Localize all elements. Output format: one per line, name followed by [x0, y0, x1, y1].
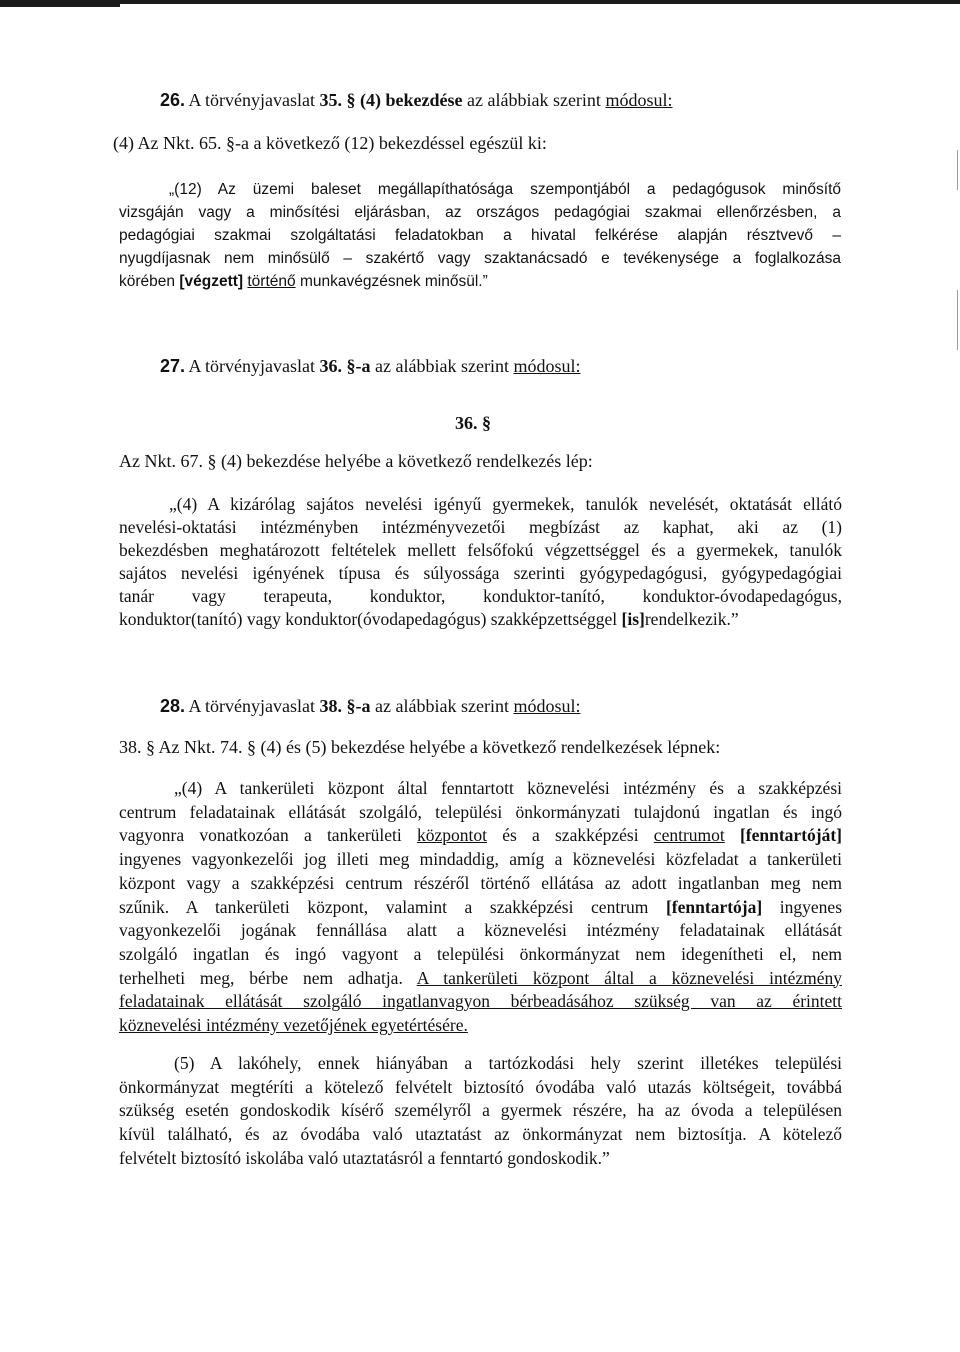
text-span: ingyenes	[779, 896, 843, 917]
text-line: bekezdésben meghatározott feltételek mellett felsőfokú végzettséggel és a gyermekek, tanulók	[119, 540, 842, 560]
text-line: tanár vagy terapeuta, konduktor, konduktor-tanító, konduktor-óvodapedagógus,	[119, 586, 842, 606]
text-line: centrum feladatainak ellátását szolgáló, települési önkormányzati tulajdonú ingatlan és ingó	[119, 801, 842, 822]
scan-top-border	[0, 0, 960, 4]
s27-number: 27.	[160, 356, 186, 376]
text-line: felvételt biztosító iskolába való utaztatásról a fenntartó gondoskodik.”	[119, 1147, 610, 1168]
inserted-text: centrumot	[653, 825, 725, 846]
inserted-text: A tankerületi központ által a köznevelési intézmény	[416, 967, 842, 988]
s26-heading	[160, 90, 672, 111]
text-span: konduktor(tanító) vagy konduktor(óvodapedagógus) szakképzettséggel	[119, 609, 618, 629]
s26-post: az alábbiak szerint	[467, 90, 601, 110]
deleted-text: [végzett]	[179, 273, 244, 290]
text-line: szolgáló ingatlan és ingó vagyont a települési önkormányzat nem idegenítheti el, nem	[119, 943, 842, 964]
s28-paragraph-4	[119, 777, 842, 1038]
scan-top-border-accent	[0, 4, 120, 7]
text-span: rendelkezik.”	[644, 609, 739, 629]
s26-intro: (4) Az Nkt. 65. §-a a következő (12) bekezdéssel egészül ki:	[113, 133, 547, 153]
s28-post: az alábbiak szerint	[375, 696, 509, 716]
deleted-text: [fenntartóját]	[739, 825, 843, 846]
text-span: terhelheti meg, bérbe nem adhatja.	[119, 967, 403, 988]
text-line: feladatainak ellátását szolgáló ingatlanvagyon bérbeadásához szükség van az érintett	[119, 991, 842, 1012]
text-line: központ vagy a szakképzési centrum részéről történő ellátása az adott ingatlanban meg nem	[119, 872, 842, 893]
s27-ref: 36. §-a	[319, 356, 371, 376]
s28-number: 28.	[160, 696, 186, 716]
s28-intro: 38. § Az Nkt. 74. § (4) és (5) bekezdése helyébe a következő rendelkezések lépnek:	[119, 737, 721, 757]
text-line: ingyenes vagyonkezelői jog illeti meg mindaddig, amíg a köznevelési közfeladat a tankerületi	[119, 849, 842, 870]
s26-number: 26.	[160, 90, 186, 110]
text-line	[119, 824, 842, 848]
s26-modify: módosul:	[605, 90, 673, 110]
s26-ref: 35. § (4) bekezdése	[319, 90, 463, 110]
s27-intro: Az Nkt. 67. § (4) bekezdése helyébe a következő rendelkezés lép:	[119, 451, 593, 471]
text-line	[119, 967, 842, 991]
text-line: „(4) A kizárólag sajátos nevelési igényű gyermekek, tanulók nevelését, oktatását ellátó	[169, 494, 842, 514]
text-line: (5) A lakóhely, ennek hiányában a tartózkodási hely szerint illetékes települési	[174, 1053, 842, 1073]
text-span: vagyonra vonatkozóan a tankerületi	[119, 825, 402, 846]
text-line: sajátos nevelési igényének típusa és súlyossága szerinti gyógypedagógusi, gyógypedagógiai	[119, 563, 842, 583]
text-span: és a szakképzési	[502, 825, 639, 846]
text-span: munkavégzésnek minősül.”	[299, 273, 488, 290]
s26-amendment	[119, 178, 841, 293]
s28-pre: A törvényjavaslat	[188, 696, 316, 716]
s26-pre: A törvényjavaslat	[188, 90, 316, 110]
s27-pre: A törvényjavaslat	[188, 356, 316, 376]
deleted-text: [fenntartója]	[665, 896, 763, 917]
scan-edge-mark	[957, 150, 958, 190]
s27-amendment	[119, 493, 842, 631]
s28-modify: módosul:	[513, 696, 581, 716]
text-line: kívül található, és az óvodába való utaztatást az önkormányzat nem biztosítja. A kötelező	[119, 1124, 842, 1145]
text-line: önkormányzat megtéríti a kötelező felvételt biztosító óvodába való utazás költségeit, továbbá	[119, 1076, 842, 1097]
text-line: köznevelési intézmény vezetőjének egyetértésére.	[119, 1015, 468, 1036]
deleted-text: [is]	[621, 609, 645, 629]
inserted-text: központot	[417, 825, 487, 846]
inserted-text: történő	[247, 273, 296, 290]
text-line: nevelési-oktatási intézményben intézményvezetői megbízást az kaphat, aki az (1)	[119, 517, 842, 537]
text-line	[119, 270, 841, 293]
text-line	[119, 896, 842, 920]
s28-ref: 38. §-a	[319, 696, 371, 716]
s27-post: az alábbiak szerint	[375, 356, 509, 376]
scan-edge-mark	[957, 290, 958, 350]
s27-modify: módosul:	[513, 356, 581, 376]
text-line: nyugdíjasnak nem minősülő – szakértő vagy szaktanácsadó e tevékenysége a foglalkozása	[119, 250, 841, 267]
s28-paragraph-5	[119, 1052, 842, 1171]
text-line	[119, 608, 842, 631]
text-line: pedagógiai szakmai szolgáltatási feladatokban a hivatal felkérése alapján résztvevő –	[119, 227, 841, 244]
text-line: vagyonkezelői jogának fennállása alatt a köznevelési intézmény feladatainak ellátását	[119, 920, 842, 941]
text-line: „(12) Az üzemi baleset megállapíthatósága szempontjából a pedagógusok minősítő	[169, 181, 841, 198]
s27-heading	[160, 356, 580, 377]
text-span: körében	[119, 273, 176, 290]
s27-section-title: 36. §	[455, 413, 491, 433]
text-span: szűnik. A tankerületi központ, valamint a szakképzési centrum	[119, 896, 649, 917]
text-line: vizsgáján vagy a minősítési eljárásban, az országos pedagógiai szakmai ellenőrzésben, a	[119, 204, 841, 221]
s28-heading	[160, 696, 580, 717]
text-line: szükség esetén gondoskodik kísérő személyről a gyermek részére, ha az óvoda a településen	[119, 1100, 842, 1121]
text-line: „(4) A tankerületi központ által fenntartott köznevelési intézmény és a szakképzési	[174, 778, 842, 798]
